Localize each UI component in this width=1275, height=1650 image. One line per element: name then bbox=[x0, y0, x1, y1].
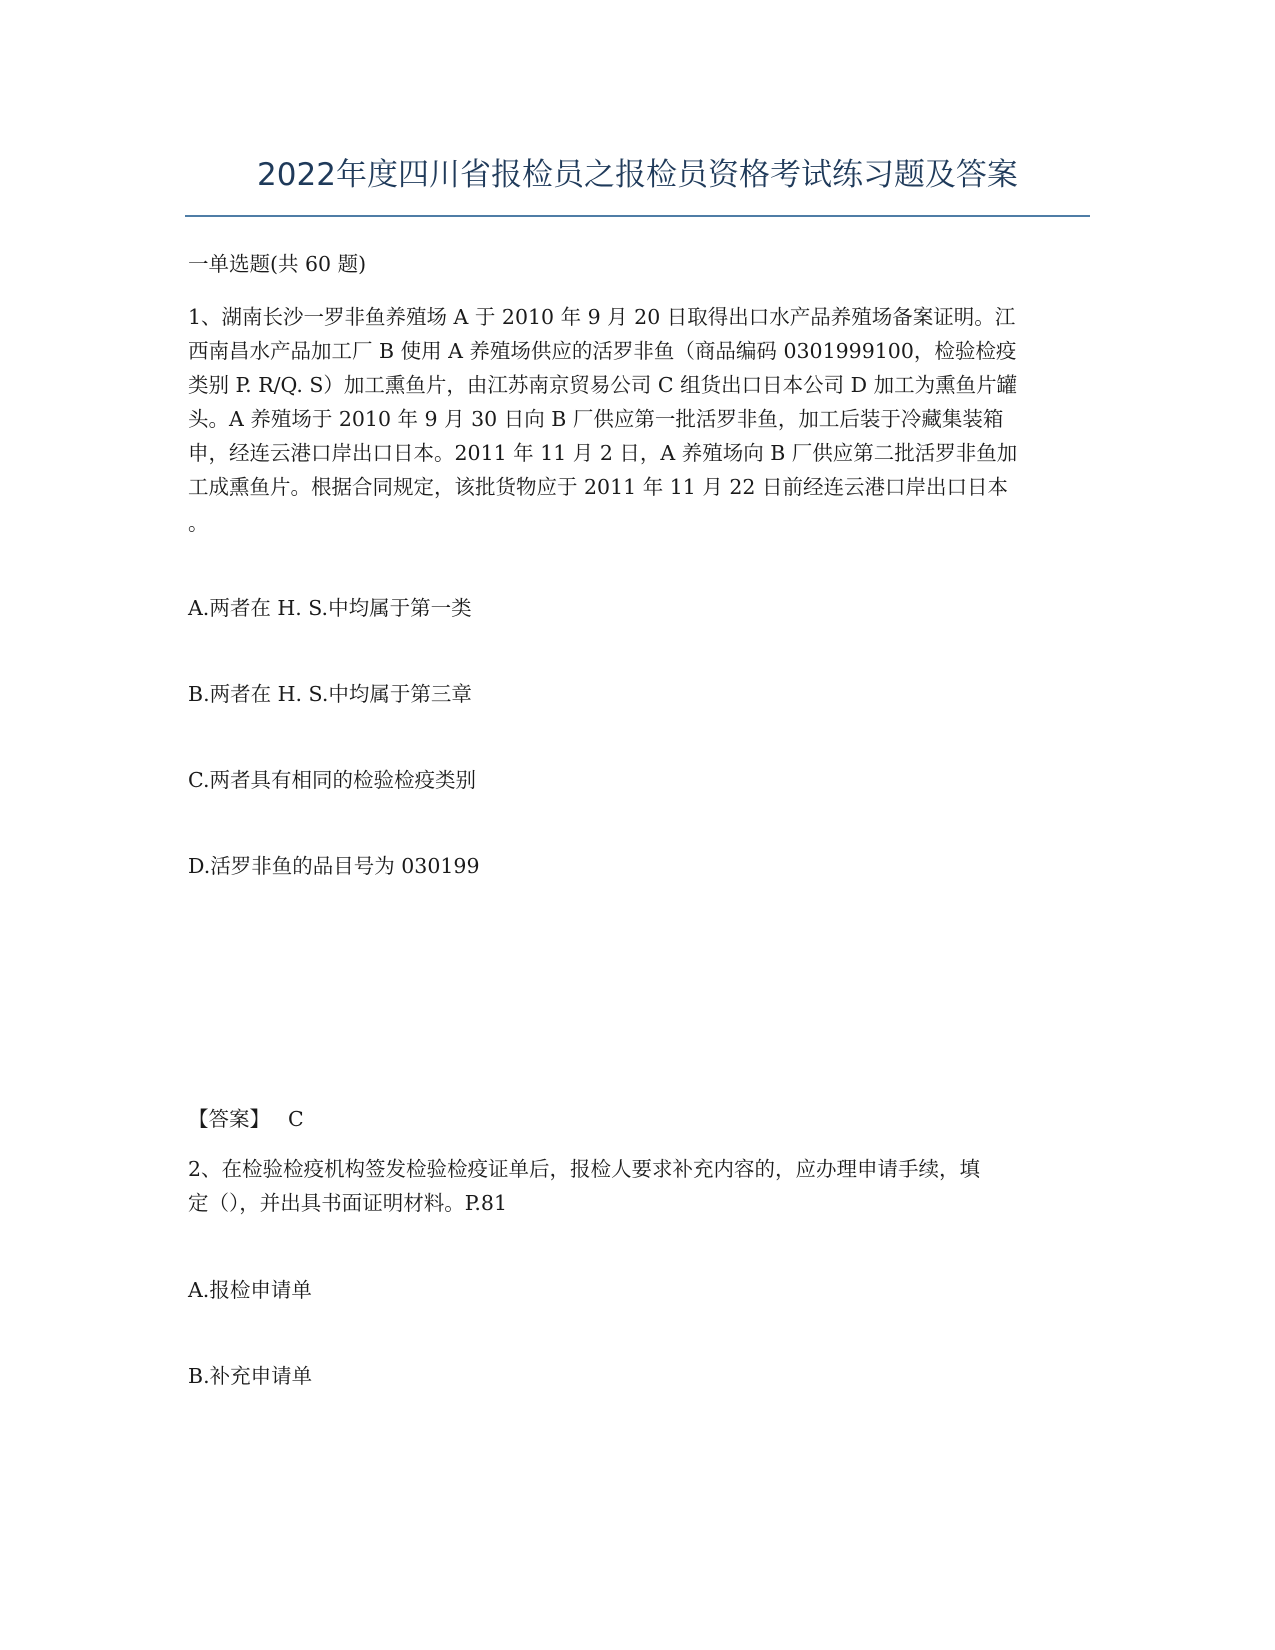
question-2-text bbox=[188, 1152, 1083, 1220]
question-1-line: 西南昌水产品加工厂 B 使用 A 养殖场供应的活罗非鱼（商品编码 0301999100，检验检疫 bbox=[188, 339, 1017, 363]
question-1-answer bbox=[188, 1102, 1083, 1136]
answer-value: C bbox=[288, 1107, 304, 1131]
answer-label: 【答案】 bbox=[188, 1107, 270, 1131]
question-2-option-b: B.补充申请单 bbox=[188, 1364, 313, 1388]
question-1-option-b: B.两者在 H. S.中均属于第三章 bbox=[188, 682, 472, 706]
question-1-line: 申，经连云港口岸出口日本。2011 年 11 月 2 日，A 养殖场向 B 厂供应第二批活罗非鱼加 bbox=[188, 441, 1018, 465]
question-2-line: 定（），并出具书面证明材料。P.81 bbox=[188, 1191, 507, 1215]
title-divider bbox=[185, 215, 1090, 217]
question-1-line: 工成熏鱼片。根据合同规定，该批货物应于 2011 年 11 月 22 日前经连云港口岸出口日本 bbox=[188, 475, 1008, 499]
question-1-line: 头。A 养殖场于 2010 年 9 月 30 日向 B 厂供应第一批活罗非鱼，加工后装于冷藏集装箱 bbox=[188, 407, 1004, 431]
section-header: 一单选题(共 60 题) bbox=[188, 252, 367, 276]
question-1-line: 1、湖南长沙一罗非鱼养殖场 A 于 2010 年 9 月 20 日取得出口水产品养殖场备案证明。江 bbox=[188, 305, 1016, 329]
question-1-line: 类别 P. R/Q. S）加工熏鱼片，由江苏南京贸易公司 C 组货出口日本公司 D 加工为熏鱼片罐 bbox=[188, 373, 1018, 397]
question-1-tail: 。 bbox=[188, 511, 209, 535]
page-title: 2022年度四川省报检员之报检员资格考试练习题及答案 bbox=[257, 157, 1018, 193]
question-1-option-c: C.两者具有相同的检验检疫类别 bbox=[188, 768, 476, 792]
question-1-option-d: D.活罗非鱼的品目号为 030199 bbox=[188, 854, 480, 878]
question-1-text bbox=[188, 300, 1083, 504]
question-2-line: 2、在检验检疫机构签发检验检疫证单后，报检人要求补充内容的，应办理申请手续，填 bbox=[188, 1157, 981, 1181]
question-1-option-a: A.两者在 H. S.中均属于第一类 bbox=[188, 596, 472, 620]
question-2-option-a: A.报检申请单 bbox=[188, 1278, 312, 1302]
